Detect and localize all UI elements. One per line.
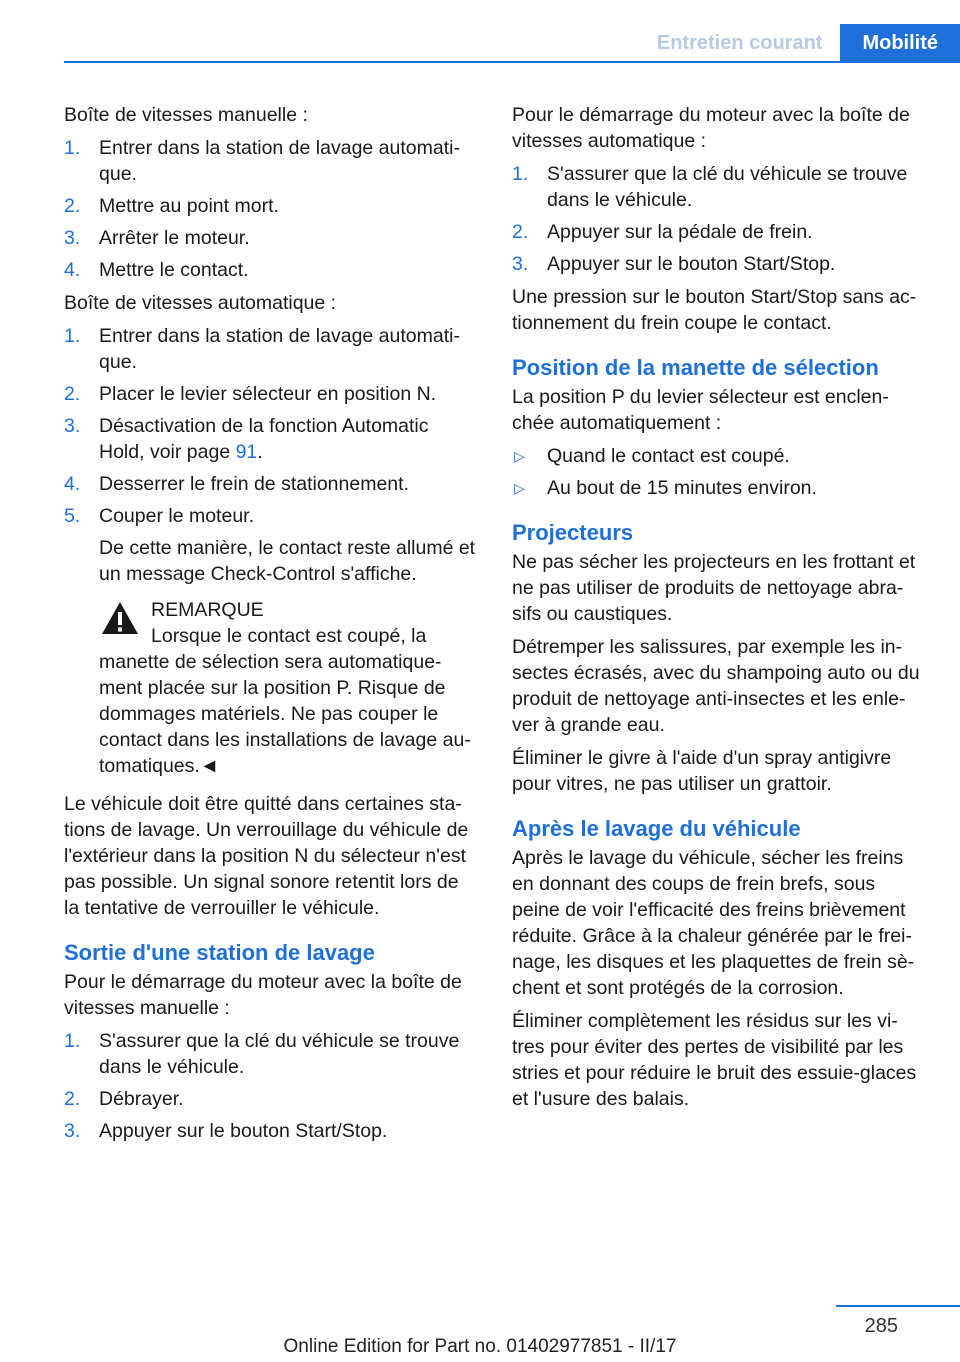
step-number: 5. bbox=[64, 505, 81, 527]
auto-start-intro: Pour le démarrage du moteur avec la boîte de vitesses automatique : bbox=[512, 104, 910, 152]
auto-intro: Boîte de vitesses automatique : bbox=[64, 292, 337, 314]
step-number: 3. bbox=[64, 1120, 81, 1142]
warning-triangle-icon bbox=[101, 601, 139, 635]
step-text: S'assurer que la clé du véhicule se trouve dans le véhicule. bbox=[547, 163, 908, 211]
list-item bbox=[64, 1118, 478, 1144]
step-text: Appuyer sur la pédale de frein. bbox=[547, 221, 813, 243]
list-item bbox=[64, 471, 478, 497]
section-heading-after-wash: Après le lavage du véhicule bbox=[512, 816, 801, 841]
section-heading-exit: Sortie d'une station de lavage bbox=[64, 940, 375, 965]
auto-steps-list bbox=[64, 323, 478, 587]
step-text: Appuyer sur le bouton Start/Stop. bbox=[547, 253, 836, 275]
list-item bbox=[512, 443, 926, 469]
step-continuation: De cette manière, le contact reste allumé et un message Check-Control s'affiche. bbox=[99, 537, 476, 585]
step-text: Placer le levier sélecteur en position N. bbox=[99, 383, 437, 405]
note-title: REMARQUE bbox=[151, 599, 264, 621]
step-text: Mettre le contact. bbox=[99, 259, 249, 281]
list-item bbox=[64, 225, 478, 251]
list-item bbox=[64, 193, 478, 219]
item-text: Quand le contact est coupé. bbox=[547, 445, 790, 467]
step-number: 1. bbox=[64, 325, 81, 347]
header-rule bbox=[64, 61, 960, 63]
list-item bbox=[64, 1028, 478, 1080]
projectors-paragraph-2: Détremper les salissures, par exemple les in‐ sectes écrasés, avec du shampoing auto ou du produit de nettoyage anti-insectes et les enle‐ ver à grande eau. bbox=[512, 636, 920, 736]
list-item bbox=[512, 475, 926, 501]
manual-steps-list bbox=[64, 135, 478, 283]
step-number: 3. bbox=[64, 415, 81, 437]
triangle-bullet-icon: ▷ bbox=[514, 448, 525, 464]
footer-edition: Online Edition for Part no. 01402977851 - II/17 bbox=[283, 1336, 677, 1357]
list-item bbox=[512, 219, 926, 245]
projectors-paragraph-3: Éliminer le givre à l'aide d'un spray antigivre pour vitres, ne pas utiliser un grattoir. bbox=[512, 747, 892, 795]
list-item bbox=[64, 135, 478, 187]
tab-mobilite[interactable]: Mobilité bbox=[840, 24, 960, 62]
step-number: 1. bbox=[64, 137, 81, 159]
section-heading-projectors: Projecteurs bbox=[512, 520, 634, 545]
left-column bbox=[64, 102, 478, 1151]
manual-intro: Boîte de vitesses manuelle : bbox=[64, 104, 308, 126]
list-item bbox=[64, 323, 478, 375]
step-number: 1. bbox=[64, 1030, 81, 1052]
step-text: Arrêter le moteur. bbox=[99, 227, 250, 249]
page-link-91[interactable]: 91 bbox=[235, 441, 258, 463]
auto-start-note: Une pression sur le bouton Start/Stop sans ac‐ tionnement du frein coupe le contact. bbox=[512, 286, 917, 334]
item-text: Au bout de 15 minutes environ. bbox=[547, 477, 817, 499]
triangle-bullet-icon: ▷ bbox=[514, 480, 525, 496]
list-item bbox=[512, 161, 926, 213]
exit-steps-list bbox=[64, 1028, 478, 1144]
warning-note bbox=[99, 597, 478, 779]
section-heading-selector: Position de la manette de sélection bbox=[512, 355, 879, 380]
after-wash-paragraph-2: Éliminer complètement les résidus sur les vi‐ tres pour éviter des pertes de visibilité par les stries et pour réduire le bruit des essuie-glaces et l'usure des balais. bbox=[512, 1010, 917, 1110]
step-text: Couper le moteur. bbox=[99, 505, 255, 527]
step-number: 2. bbox=[64, 195, 81, 217]
step-number: 3. bbox=[512, 253, 529, 275]
step-number: 2. bbox=[64, 383, 81, 405]
tab-entretien-courant[interactable]: Entretien courant bbox=[656, 32, 823, 54]
step-text: Entrer dans la station de lavage automati‐ que. bbox=[99, 137, 460, 185]
step-text-end: . bbox=[257, 441, 263, 463]
page-number: 285 bbox=[864, 1315, 898, 1337]
step-number: 3. bbox=[64, 227, 81, 249]
after-wash-paragraph-1: Après le lavage du véhicule, sécher les freins en donnant des coups de frein brefs, sous peine de voir l'efficacité des freins brièvement réduite. Grâce à la chaleur générée par le frei‐ nage, les disques et les plaquettes de frein sè‐ chent et sont protégés de la corrosion. bbox=[512, 847, 915, 999]
step-text: Débrayer. bbox=[99, 1088, 184, 1110]
step-number: 4. bbox=[64, 473, 81, 495]
header-tabs bbox=[639, 24, 960, 62]
step-text: Appuyer sur le bouton Start/Stop. bbox=[99, 1120, 388, 1142]
step-number: 2. bbox=[64, 1088, 81, 1110]
list-item bbox=[64, 413, 478, 465]
auto-start-steps-list bbox=[512, 161, 926, 277]
step-text: Mettre au point mort. bbox=[99, 195, 279, 217]
list-item bbox=[64, 381, 478, 407]
step-number: 2. bbox=[512, 221, 529, 243]
step-text: S'assurer que la clé du véhicule se trouve dans le véhicule. bbox=[99, 1030, 460, 1078]
projectors-paragraph-1: Ne pas sécher les projecteurs en les frottant et ne pas utiliser de produits de nettoyage abra‐ sifs ou caustiques. bbox=[512, 551, 916, 625]
note-text: Lorsque le contact est coupé, la manette de sélection sera automatique‐ ment placée sur la position P. Risque de dommages matériels. Ne pas couper le contact dans les installations de lavage au‐ tomatiques.◄ bbox=[99, 625, 471, 777]
step-number: 1. bbox=[512, 163, 529, 185]
exit-intro: Pour le démarrage du moteur avec la boîte de vitesses manuelle : bbox=[64, 971, 462, 1019]
selector-intro: La position P du levier sélecteur est enclen‐ chée automatiquement : bbox=[512, 386, 889, 434]
step-text: Entrer dans la station de lavage automati‐ que. bbox=[99, 325, 460, 373]
selector-list bbox=[512, 443, 926, 501]
leave-vehicle-paragraph: Le véhicule doit être quitté dans certaines sta‐ tions de lavage. Un verrouillage du véhicule de l'extérieur dans la position N du sélecteur n'est pas possible. Un signal sonore retentit lors de la tentative de verrouiller le véhicule. bbox=[64, 793, 469, 919]
list-item bbox=[512, 251, 926, 277]
right-column bbox=[512, 102, 926, 1119]
list-item bbox=[64, 1086, 478, 1112]
step-text: Désactivation de la fonction Automatic Hold, voir page bbox=[99, 415, 429, 463]
step-text: Desserrer le frein de stationnement. bbox=[99, 473, 409, 495]
list-item bbox=[64, 503, 478, 587]
footer-rule bbox=[836, 1305, 960, 1307]
step-number: 4. bbox=[64, 259, 81, 281]
list-item bbox=[64, 257, 478, 283]
